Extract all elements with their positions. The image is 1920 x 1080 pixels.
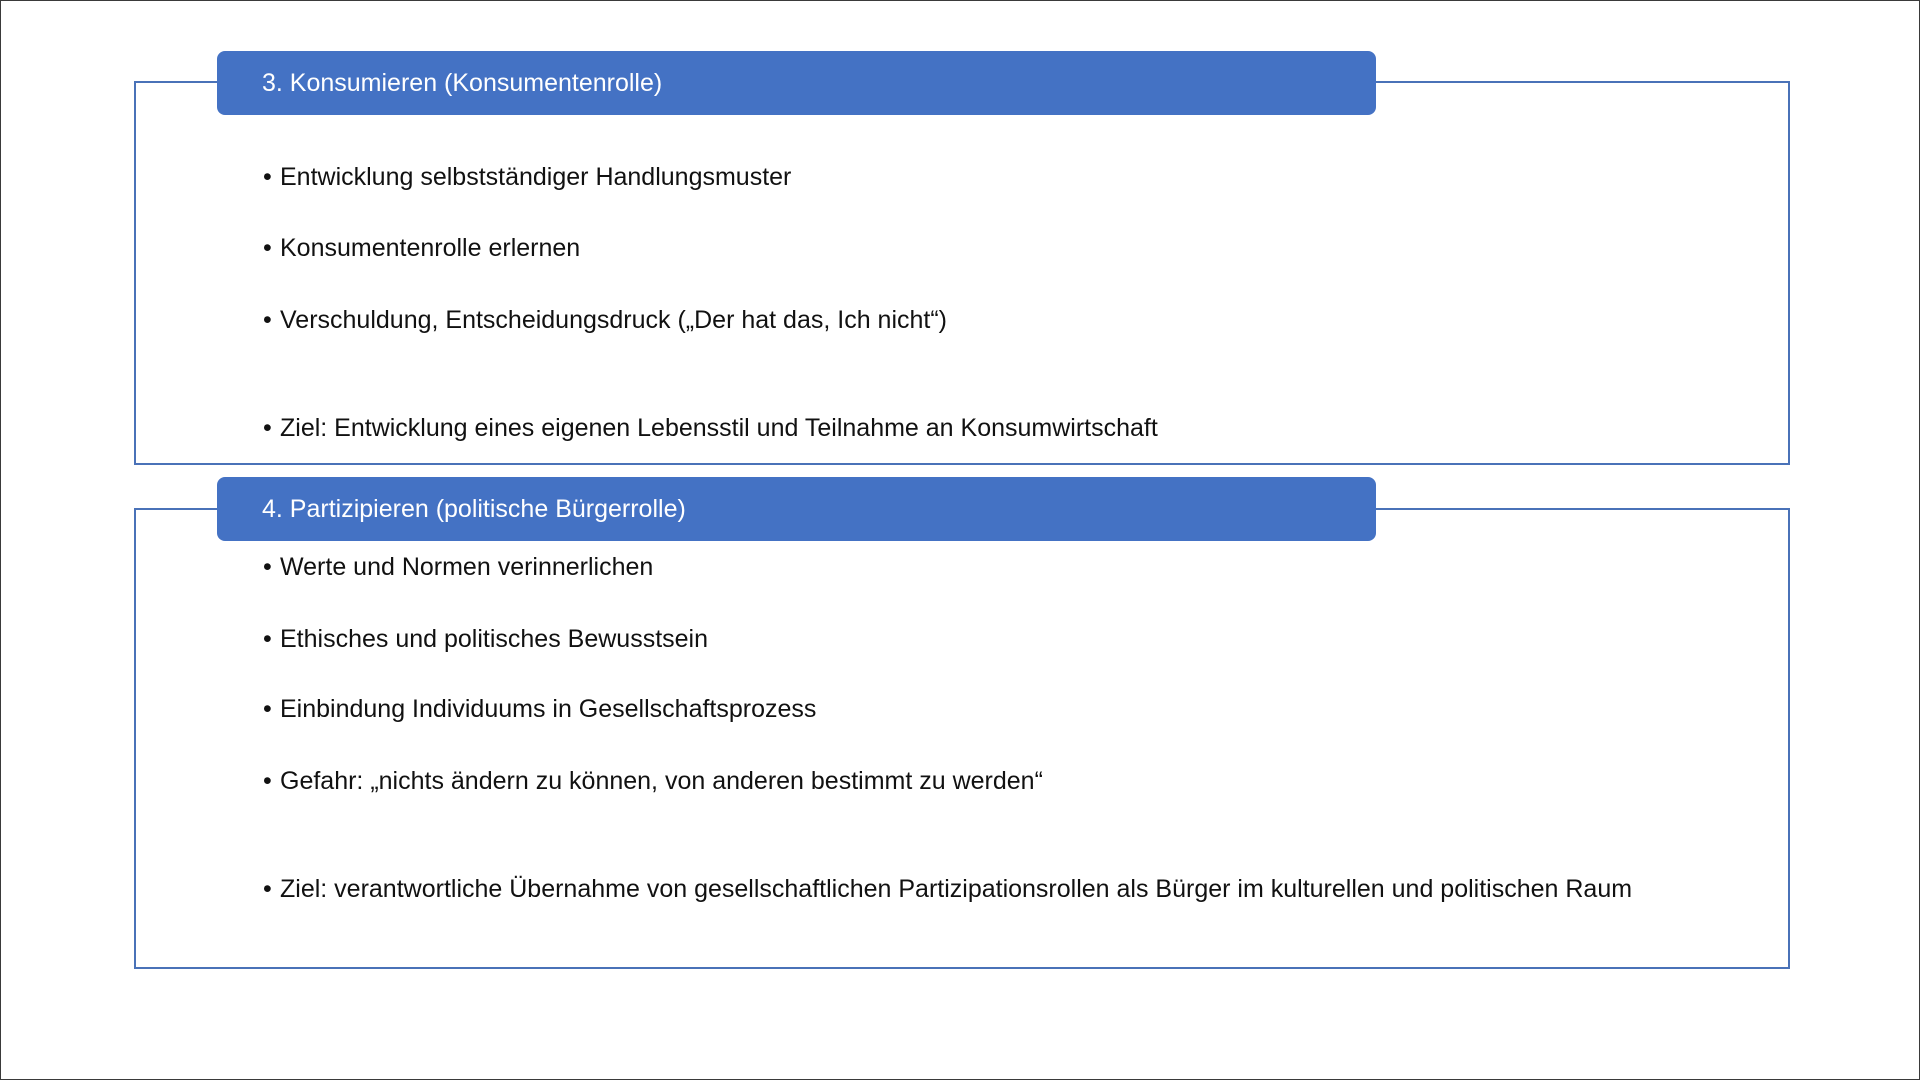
bullet-icon: • xyxy=(263,695,272,723)
section-header-konsumieren: 3. Konsumieren (Konsumentenrolle) xyxy=(217,51,1376,115)
section-frame-konsumieren xyxy=(134,81,1790,465)
bullet-icon: • xyxy=(263,625,272,653)
list-item: • Entwicklung selbstständiger Handlungsmuster xyxy=(263,163,792,191)
list-item: • Einbindung Individuums in Gesellschaftsprozess xyxy=(263,695,817,723)
list-item: • Werte und Normen verinnerlichen xyxy=(263,553,654,581)
bullet-icon: • xyxy=(263,306,272,334)
list-item: • Ziel: verantwortliche Übernahme von gesellschaftlichen Partizipationsrollen als Bürger im kulturellen und politischen Raum xyxy=(263,875,1633,903)
list-item: • Ethisches und politisches Bewusstsein xyxy=(263,625,709,653)
bullet-icon: • xyxy=(263,875,272,903)
section-header-partizipieren: 4. Partizipieren (politische Bürgerrolle) xyxy=(217,477,1376,541)
list-item: • Verschuldung, Entscheidungsdruck („Der hat das, Ich nicht“) xyxy=(263,306,948,334)
list-item: • Gefahr: „nichts ändern zu können, von anderen bestimmt zu werden“ xyxy=(263,767,1043,795)
list-item: • Ziel: Entwicklung eines eigenen Lebensstil und Teilnahme an Konsumwirtschaft xyxy=(263,414,1158,442)
bullet-icon: • xyxy=(263,414,272,442)
bullet-icon: • xyxy=(263,767,272,795)
bullet-icon: • xyxy=(263,234,272,262)
bullet-icon: • xyxy=(263,163,272,191)
bullet-icon: • xyxy=(263,553,272,581)
list-item: • Konsumentenrolle erlernen xyxy=(263,234,581,262)
